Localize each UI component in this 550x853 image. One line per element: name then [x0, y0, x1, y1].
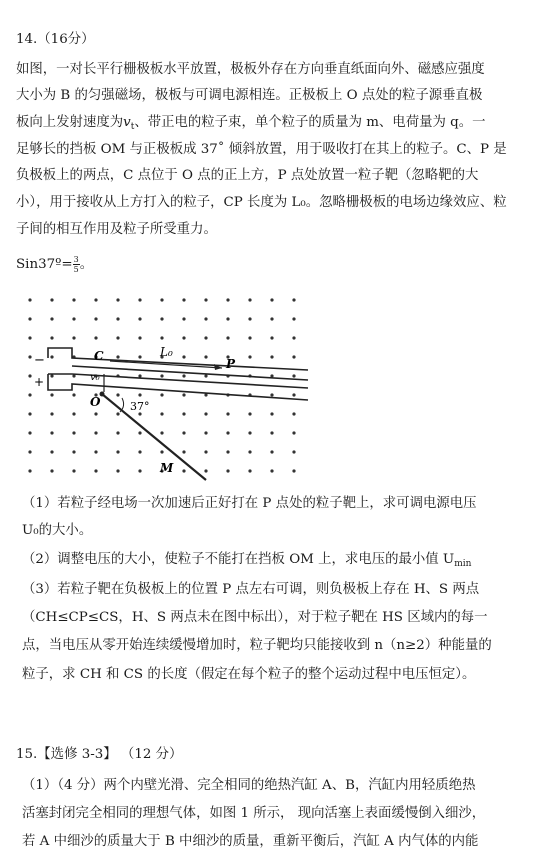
field-dot — [204, 469, 207, 472]
field-dot — [28, 374, 31, 377]
field-dot — [138, 374, 141, 377]
field-dot — [292, 374, 295, 377]
field-dot — [182, 298, 185, 301]
magnetic-field-figure — [10, 288, 310, 486]
field-dot — [292, 431, 295, 434]
sin-suffix: 。 — [79, 257, 94, 272]
field-dot — [248, 298, 251, 301]
field-dot — [182, 355, 185, 358]
field-dot — [292, 393, 295, 396]
fraction-denominator: 5 — [73, 265, 79, 274]
field-dot — [116, 393, 119, 396]
field-dot — [226, 317, 229, 320]
field-dot — [248, 412, 251, 415]
label-M: M — [160, 461, 174, 475]
q14-text: 、带正电的粒子束，单个粒子的质量为 m、电荷量为 q。一 — [134, 115, 486, 130]
field-dot — [50, 450, 53, 453]
q14-sub2-line — [22, 550, 536, 574]
q15-line: （1）（4 分）两个内壁光滑、完全相同的绝热汽缸 A、B，汽缸内用轻质绝热 — [22, 778, 476, 793]
label-P: P — [226, 357, 236, 371]
q14-paragraph-line — [16, 113, 536, 137]
field-dot — [28, 412, 31, 415]
q14-sub3-line: 点，当电压从零开始连续缓慢增加时，粒子靶均只能接收到 n（n≥2）种能量的 — [22, 638, 492, 653]
field-dot — [248, 450, 251, 453]
field-dot — [182, 317, 185, 320]
q14-paragraph-line: 足够长的挡板 OM 与正极板成 37˚ 倾斜放置，用于吸收打在其上的粒子。C、P 是 — [16, 142, 507, 157]
field-dot — [270, 431, 273, 434]
sin-prefix: Sin37º= — [16, 257, 73, 272]
field-dot — [116, 336, 119, 339]
q14-sub3-line: 粒子，求 CH 和 CS 的长度（假定在每个粒子的整个运动过程中电压恒定）。 — [22, 667, 476, 682]
q15-line: 活塞封闭完全相同的理想气体，如图 1 所示， 现向活塞上表面缓慢倒入细沙， — [22, 806, 486, 821]
field-dot — [28, 431, 31, 434]
q14-paragraph-line: 如图，一对长平行栅极板水平放置，极板外存在方向垂直纸面向外、磁感应强度 — [16, 62, 485, 77]
field-dot — [248, 355, 251, 358]
field-dot — [182, 336, 185, 339]
field-dot — [138, 450, 141, 453]
field-dot — [160, 336, 163, 339]
field-dot — [292, 412, 295, 415]
field-dot — [182, 412, 185, 415]
umin-subscript: min — [454, 559, 472, 569]
field-dot — [204, 431, 207, 434]
q14-sub1-line: U₀的大小。 — [22, 523, 93, 538]
field-dot — [160, 393, 163, 396]
label-minus: − — [34, 353, 45, 368]
field-dot — [28, 469, 31, 472]
field-dot — [270, 469, 273, 472]
q14-paragraph-line: 负极板上的两点，C 点位于 O 点的正上方，P 点处放置一粒子靶（忽略靶的大 — [16, 168, 479, 183]
field-dot — [248, 469, 251, 472]
field-dot — [138, 393, 141, 396]
field-dot — [226, 469, 229, 472]
field-dot — [28, 336, 31, 339]
field-dot — [72, 336, 75, 339]
field-dot — [116, 317, 119, 320]
label-C: C — [94, 349, 104, 363]
field-dot — [292, 317, 295, 320]
sin37-formula — [16, 255, 536, 275]
field-dot — [270, 317, 273, 320]
field-dot — [94, 469, 97, 472]
label-plus: + — [34, 375, 45, 389]
field-dot — [182, 431, 185, 434]
q14-paragraph-line: 小），用于接收从上方打入的粒子，CP 长度为 L₀。忽略栅极板的电场边缘效应、粒 — [16, 195, 507, 210]
field-dot — [292, 355, 295, 358]
field-dot — [138, 317, 141, 320]
field-dot — [50, 431, 53, 434]
field-dot — [72, 450, 75, 453]
field-dot — [50, 393, 53, 396]
field-dot — [50, 374, 53, 377]
q14-paragraph-line: 子间的相互作用及粒子所受重力。 — [16, 222, 217, 237]
q14-paragraph-line: 大小为 B 的匀强磁场，极板与可调电源相连。正极板上 O 点处的粒子源垂直极 — [16, 88, 483, 103]
field-dot — [270, 450, 273, 453]
label-L0: L₀ — [160, 345, 173, 359]
q14-sub3-line: （CH≤CP≤CS，H、S 两点未在图中标出），对于粒子靶在 HS 区域内的每一 — [22, 610, 488, 625]
velocity-symbol: v — [123, 115, 131, 130]
field-dot — [204, 336, 207, 339]
field-dot — [94, 298, 97, 301]
fraction-numerator: 3 — [73, 255, 79, 264]
field-dot — [204, 412, 207, 415]
field-dot — [28, 393, 31, 396]
q14-sub2-text: （2）调整电压的大小，使粒子不能打在挡板 OM 上，求电压的最小值 U — [22, 552, 455, 567]
field-dot — [270, 336, 273, 339]
field-dot — [50, 355, 53, 358]
field-dot — [292, 450, 295, 453]
question-15-header: 15.【选修 3-3】 （12 分） — [16, 747, 183, 762]
field-dot — [94, 412, 97, 415]
label-37: 37° — [130, 400, 150, 413]
field-dot — [138, 469, 141, 472]
field-dot — [138, 431, 141, 434]
q15-line: 若 A 中细沙的质量大于 B 中细沙的质量，重新平衡后，汽缸 A 内气体的内能 — [22, 834, 479, 849]
field-dot — [292, 336, 295, 339]
field-dot — [204, 374, 207, 377]
field-dot — [270, 298, 273, 301]
field-dot — [226, 431, 229, 434]
field-dot — [248, 431, 251, 434]
field-dot — [226, 336, 229, 339]
label-O: O — [90, 395, 101, 409]
field-dot — [94, 431, 97, 434]
field-dot — [182, 469, 185, 472]
sin-fraction — [73, 255, 80, 274]
field-dot — [116, 431, 119, 434]
field-dot — [50, 317, 53, 320]
velocity-subscript: t — [130, 122, 135, 132]
field-dot — [226, 450, 229, 453]
field-dot — [248, 336, 251, 339]
field-dot — [116, 450, 119, 453]
label-v0: v₀ — [90, 372, 100, 383]
field-dot — [72, 412, 75, 415]
field-dot — [204, 355, 207, 358]
field-dot — [28, 317, 31, 320]
field-dot — [138, 355, 141, 358]
field-dot — [138, 298, 141, 301]
field-dot — [270, 412, 273, 415]
field-dot — [292, 469, 295, 472]
field-dot — [94, 317, 97, 320]
field-dot — [50, 412, 53, 415]
field-dot — [160, 317, 163, 320]
field-dot — [160, 412, 163, 415]
field-dot — [116, 355, 119, 358]
field-dot — [94, 336, 97, 339]
field-dot — [116, 412, 119, 415]
field-dot — [182, 393, 185, 396]
question-14-header: 14.（16分） — [16, 32, 95, 47]
field-dot — [28, 355, 31, 358]
field-dot — [182, 450, 185, 453]
field-dot — [50, 298, 53, 301]
field-dot — [248, 317, 251, 320]
field-dot — [138, 336, 141, 339]
field-dot — [72, 431, 75, 434]
baffle-OM — [102, 394, 206, 480]
field-dot — [292, 298, 295, 301]
field-dot — [204, 450, 207, 453]
field-dot — [182, 374, 185, 377]
q14-sub1-line: （1）若粒子经电场一次加速后正好打在 P 点处的粒子靶上，求可调电源电压 — [22, 496, 477, 511]
field-dot — [72, 298, 75, 301]
field-dot — [226, 412, 229, 415]
positive-plate — [48, 374, 308, 388]
field-dot — [204, 298, 207, 301]
q14-text: 板向上发射速度为 — [16, 115, 124, 130]
q14-sub3-line: （3）若粒子靶在负极板上的位置 P 点左右可调，则负极板上存在 H、S 两点 — [22, 582, 480, 597]
field-dot — [270, 393, 273, 396]
field-dot — [160, 374, 163, 377]
field-dot — [28, 450, 31, 453]
field-dot — [226, 298, 229, 301]
field-dot — [116, 298, 119, 301]
field-dot — [72, 469, 75, 472]
field-dot — [94, 450, 97, 453]
field-dot — [72, 317, 75, 320]
field-dot — [50, 336, 53, 339]
field-dot — [50, 469, 53, 472]
field-dot — [204, 317, 207, 320]
field-dot — [28, 298, 31, 301]
field-dot — [160, 431, 163, 434]
field-dot — [160, 298, 163, 301]
field-dot — [160, 450, 163, 453]
field-dot — [72, 393, 75, 396]
field-dot — [270, 355, 273, 358]
field-dot — [116, 469, 119, 472]
